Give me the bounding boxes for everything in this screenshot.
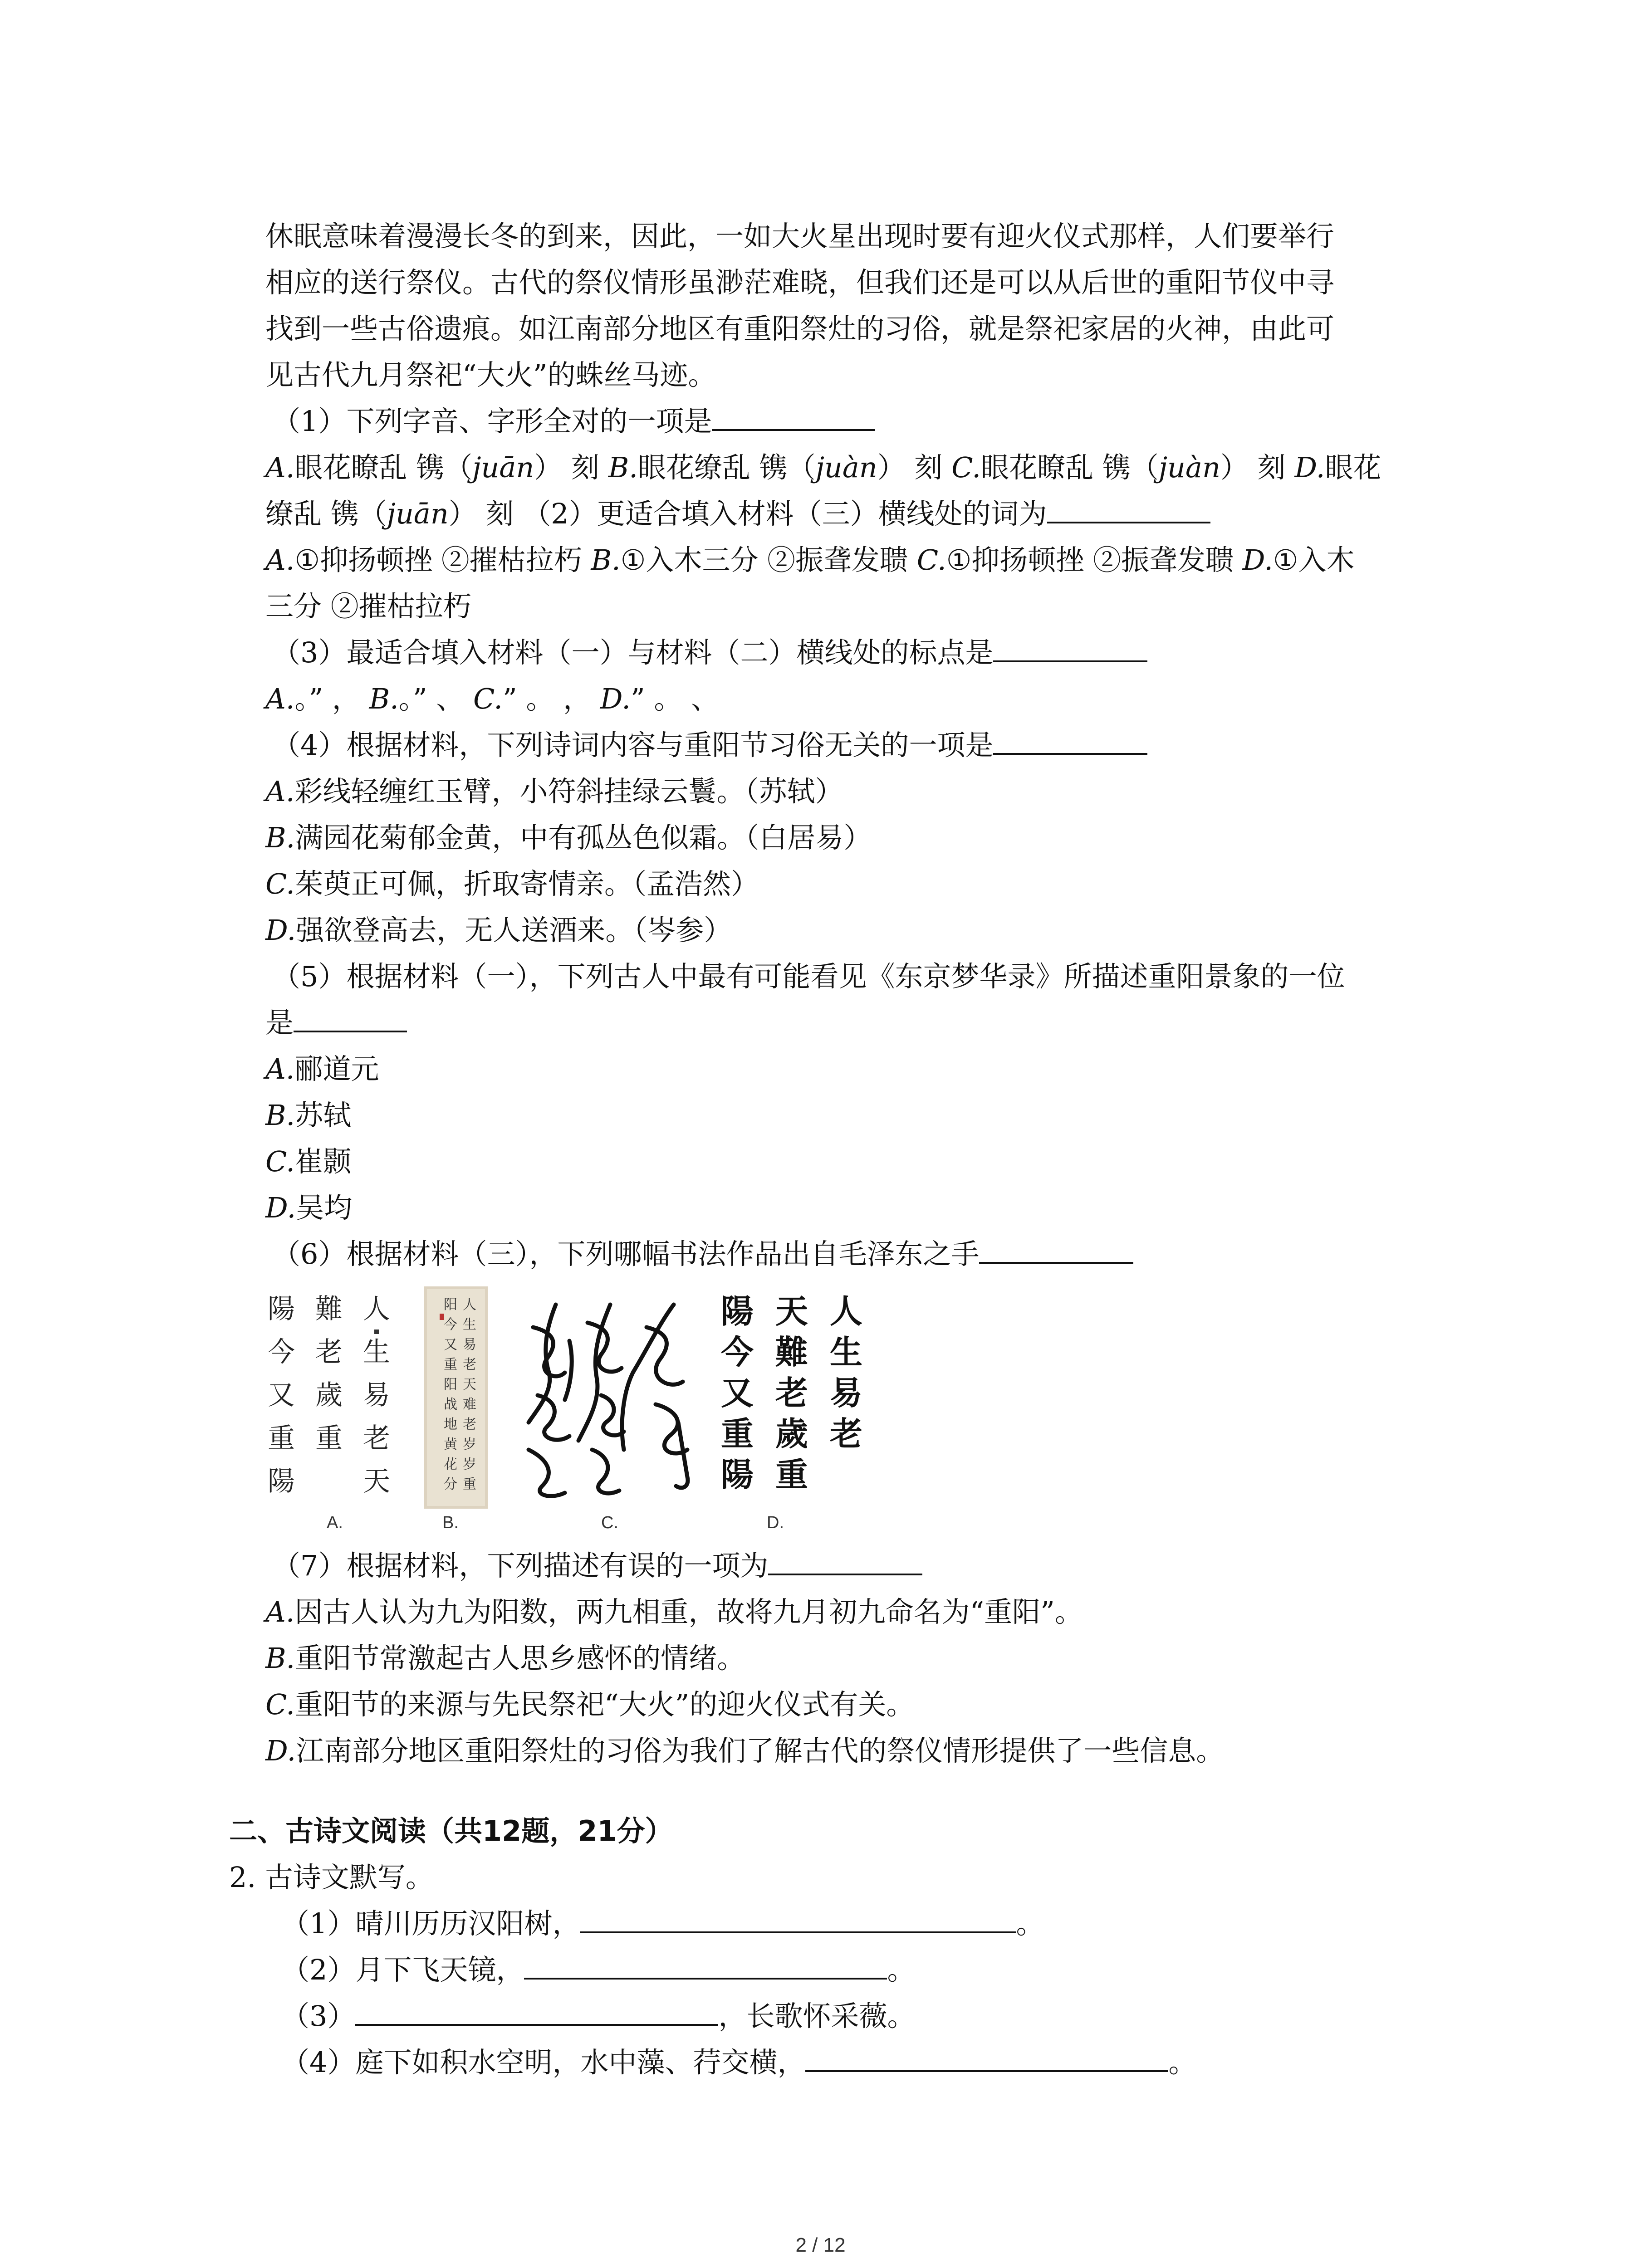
question-3-options-line: A.。” ， B.。” 、 C.” 。 ， D.” 。 、: [265, 682, 720, 715]
option-item: C.茱萸正可佩，折取寄情亲。（孟浩然）: [265, 867, 759, 900]
calligraphy-image-a: [265, 1286, 397, 1504]
calligraphy-char: 战: [444, 1397, 457, 1413]
caption-a: A.: [327, 1513, 343, 1532]
answer-blank[interactable]: [768, 1545, 922, 1575]
question-2-heading: 2. 古诗文默写。: [229, 1861, 434, 1894]
calligraphy-char: 陽: [268, 1293, 295, 1325]
calligraphy-char: 陽: [720, 1455, 754, 1494]
option-item: D.吴均: [265, 1191, 353, 1224]
page-content: [229, 213, 1454, 2086]
calligraphy-char: 天: [463, 1377, 476, 1393]
calligraphy-char: 又: [720, 1374, 754, 1412]
calligraphy-char: 生: [463, 1317, 476, 1333]
calligraphy-char: 老: [775, 1374, 808, 1412]
calligraphy-char: 易: [463, 1337, 476, 1353]
calligraphy-char: 地: [444, 1417, 457, 1432]
calligraphy-char: 黄: [444, 1437, 457, 1452]
option-item: C.重阳节的来源与先民祭祀“大火”的迎火仪式有关。: [265, 1688, 915, 1721]
calligraphy-char: 難: [315, 1293, 343, 1325]
caption-d: D.: [767, 1513, 784, 1532]
caption-c: C.: [601, 1513, 618, 1532]
calligraphy-char: 今: [444, 1317, 457, 1333]
calligraphy-char: 重: [463, 1476, 476, 1492]
question-6-stem: （6）根据材料（三），下列哪幅书法作品出自毛泽东之手: [265, 1231, 1454, 1277]
calligraphy-char: 分: [444, 1476, 457, 1492]
calligraphy-char: 又: [268, 1379, 295, 1411]
option-item: A.因古人认为九为阳数，两九相重，故将九月初九命名为“重阳”。: [265, 1595, 1083, 1628]
answer-blank[interactable]: [355, 1996, 718, 2026]
passage-line: 见古代九月祭祀“大火”的蛛丝马迹。: [265, 358, 716, 391]
question-4-stem: （4）根据材料，下列诗词内容与重阳节习俗无关的一项是: [265, 722, 1454, 768]
question-5-stem: （5）根据材料（一），下列古人中最有可能看见《东京梦华录》所描述重阳景象的一位: [272, 960, 1345, 993]
option-item: B.重阳节常激起古人思乡感怀的情绪。: [265, 1642, 745, 1675]
calligraphy-char: 歲: [315, 1379, 343, 1411]
option-item: C.崔颢: [265, 1145, 351, 1178]
calligraphy-char: 重: [268, 1422, 295, 1454]
answer-blank[interactable]: [993, 725, 1147, 755]
option-item: A.郦道元: [265, 1052, 379, 1085]
calligraphy-image-b: [424, 1286, 488, 1509]
calligraphy-char: 陽: [720, 1292, 754, 1330]
poem-item: （1）晴川历历汉阳树， 。: [265, 1901, 1454, 1947]
passage-line: 找到一些古俗遗痕。如江南部分地区有重阳祭灶的习俗，就是祭祀家居的火神，由此可: [265, 312, 1335, 345]
calligraphy-char: 老: [463, 1357, 476, 1373]
calligraphy-char: 重: [315, 1422, 343, 1454]
option-item: D.江南部分地区重阳祭灶的习俗为我们了解古代的祭仪情形提供了一些信息。: [265, 1734, 1225, 1767]
question-2-options-line: A.①抑扬顿挫 ②摧枯拉朽 B.①入木三分 ②振聋发聩 C.①抑扬顿挫 ②振聋发聩 D.①入木: [265, 543, 1355, 577]
calligraphy-options: [265, 1286, 1454, 1538]
calligraphy-char: 老: [363, 1422, 390, 1454]
section-title: 二、古诗文阅读（共12题，21分）: [229, 1814, 673, 1848]
calligraphy-image-d: [715, 1286, 864, 1504]
question-5-stem-cont: 是: [265, 1000, 1454, 1046]
calligraphy-char: 老: [829, 1414, 863, 1453]
calligraphy-char: 人: [829, 1292, 863, 1330]
calligraphy-char: 岁: [463, 1437, 476, 1452]
calligraphy-char: 生: [363, 1336, 390, 1368]
question-7-stem: （7）根据材料，下列描述有误的一项为: [265, 1543, 1454, 1589]
passage-line: 休眠意味着漫漫长冬的到来，因此，一如大火星出现时要有迎火仪式那样，人们要举行: [265, 220, 1335, 253]
question-1-options-line: 缭乱 镌（juān） 刻 （2）更适合填入材料（三）横线处的词为: [265, 491, 1454, 537]
option-item: D.强欲登高去，无人送酒来。（岑参）: [265, 914, 732, 947]
passage-line: 相应的送行祭仪。古代的祭仪情形虽渺茫难晓，但我们还是可以从后世的重阳节仪中寻: [265, 266, 1335, 299]
page-number: 2 / 12: [795, 2234, 846, 2256]
calligraphy-char: 易: [829, 1374, 863, 1412]
calligraphy-image-c: [510, 1286, 701, 1504]
calligraphy-char: 老: [315, 1336, 343, 1368]
answer-blank[interactable]: [993, 632, 1147, 662]
answer-blank[interactable]: [294, 1002, 407, 1032]
answer-blank[interactable]: [712, 401, 875, 431]
calligraphy-char: 难: [463, 1397, 476, 1413]
answer-blank[interactable]: [580, 1903, 1016, 1933]
calligraphy-char: 人: [463, 1297, 476, 1313]
calligraphy-char: 天: [775, 1292, 808, 1330]
calligraphy-char: 生: [829, 1333, 863, 1371]
calligraphy-char: 今: [268, 1336, 295, 1368]
option-item: B.满园花菊郁金黄，中有孤丛色似霜。（白居易）: [265, 821, 872, 854]
calligraphy-char: 易: [363, 1379, 390, 1411]
poem-item: （2）月下飞天镜， 。: [265, 1947, 1454, 1993]
passage: [265, 213, 1454, 398]
calligraphy-char: 難: [775, 1333, 808, 1371]
calligraphy-char: 天: [363, 1466, 390, 1497]
question-2-options-line: 三分 ②摧枯拉朽: [265, 590, 471, 623]
calligraphy-char: 又: [444, 1337, 457, 1353]
calligraphy-char: 老: [463, 1417, 476, 1432]
answer-blank[interactable]: [1047, 494, 1210, 523]
answer-blank[interactable]: [979, 1234, 1133, 1264]
calligraphy-char: 人: [363, 1293, 390, 1325]
poem-item: （3） ，长歌怀采薇。: [265, 1993, 1454, 2039]
calligraphy-char: 阳: [444, 1297, 457, 1313]
calligraphy-char: 重: [444, 1357, 457, 1373]
caption-b: B.: [442, 1513, 459, 1532]
question-1-stem: （1）下列字音、字形全对的一项是: [265, 398, 1454, 445]
option-item: B.苏轼: [265, 1099, 352, 1132]
calligraphy-char: 今: [720, 1333, 754, 1371]
option-item: A.彩线轻缠红玉臂，小符斜挂绿云鬟。（苏轼）: [265, 775, 843, 808]
calligraphy-char: 花: [444, 1457, 457, 1472]
answer-blank[interactable]: [805, 2042, 1168, 2072]
calligraphy-char: 陽: [268, 1466, 295, 1497]
question-1-options-line: A.眼花瞭乱 镌（juān） 刻 B.眼花缭乱 镌（juàn） 刻 C.眼花瞭乱 镌（juàn） 刻 D.眼花: [265, 451, 1381, 484]
poem-item: （4）庭下如积水空明，水中藻、荇交横， 。: [265, 2039, 1454, 2086]
calligraphy-char: 重: [775, 1455, 808, 1494]
calligraphy-char: 岁: [463, 1457, 476, 1472]
calligraphy-char: 阳: [444, 1377, 457, 1393]
calligraphy-char: 歲: [775, 1414, 808, 1453]
question-3-stem: （3）最适合填入材料（一）与材料（二）横线处的标点是: [265, 630, 1454, 676]
answer-blank[interactable]: [524, 1950, 887, 1980]
calligraphy-char: 重: [720, 1414, 754, 1453]
